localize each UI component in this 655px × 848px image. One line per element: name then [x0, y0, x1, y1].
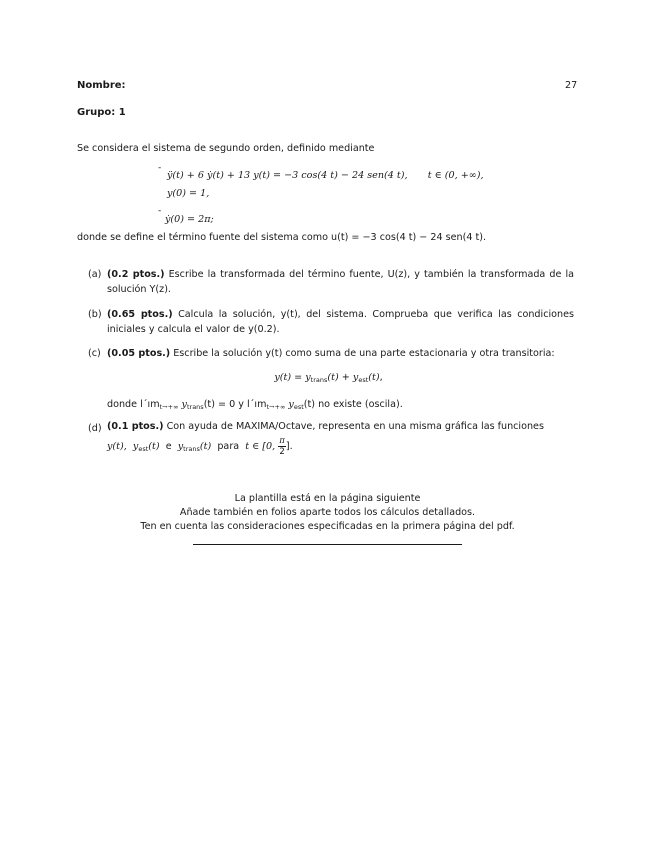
item-b: [107, 307, 574, 337]
footer-note-1: La plantilla está en la página siguiente: [234, 493, 421, 504]
system-brace-mark-lower: -: [158, 206, 162, 216]
limits-text-4: (t) no existe (oscila).: [303, 399, 403, 410]
system-brace-mark: -: [158, 163, 162, 173]
item-a-label: (a): [88, 269, 102, 280]
group-label: Grupo: 1: [77, 107, 126, 118]
pi-over-two: [278, 436, 286, 457]
item-c: [107, 346, 574, 361]
footer-note-2: Añade también en folios aparte todos los cálculos detallados.: [179, 507, 476, 518]
name-label: Nombre:: [77, 80, 126, 91]
decomp-equals: =: [294, 372, 303, 383]
item-a: [107, 267, 574, 297]
frac-den: 2: [279, 446, 285, 457]
footer-note-3: Ten en cuenta las consideraciones especificadas en la primera página del pdf.: [140, 521, 515, 532]
item-d-points: (0.1 ptos.): [107, 421, 164, 432]
plot-functions-line: y(t), $y_{est}(t)$ e $y_{trans}(t)$ para t ∈ [0, $\frac{\pi}{2}$ ].: [107, 435, 293, 457]
intro-text: Se considera el sistema de segundo orden, definido mediante: [77, 143, 375, 154]
decomp-est-sub: est: [358, 376, 369, 384]
item-c-label: (c): [88, 348, 101, 359]
item-d: [107, 421, 544, 432]
frac-num: π: [279, 435, 285, 446]
limits-text-3: (t) = 0 y l´ım: [203, 399, 267, 410]
decomp-trans-sub: trans: [310, 376, 328, 384]
plot-fn-est-sub: est: [138, 445, 149, 453]
item-b-points: (0.65 ptos.): [107, 309, 173, 320]
plot-fn-1: y(t),: [107, 441, 127, 452]
item-a-text: Escribe la transformada del término fuente, U(z), y también la transformada de la solución Y(z).: [107, 269, 574, 295]
plot-fn-4: (t): [199, 441, 212, 452]
decomposition-equation: $y(t) = y_{trans}(t) + y_{est}(t)$,: [274, 372, 383, 384]
limit-sub-2: t→+∞: [266, 403, 286, 411]
ode-domain: t ∈ (0, +∞),: [427, 170, 484, 181]
interval-end: ].: [285, 441, 293, 452]
item-a-points: (0.2 ptos.): [107, 269, 165, 280]
plot-fn-3: e: [165, 441, 172, 452]
plot-fn-2: (t): [148, 441, 160, 452]
source-term-text: donde se define el término fuente del sistema como u(t) = −3 cos(4 t) − 24 sen(4 t).: [77, 232, 487, 243]
item-d-text: Con ayuda de MAXIMA/Octave, representa en una misma gráfica las funciones: [166, 421, 544, 432]
initial-value: y(0) = 1,: [167, 188, 210, 199]
ode-equation: ÿ(t) + 6 ẏ(t) + 13 y(t) = −3 cos(4 t) − 24 sen(4 t),: [167, 170, 408, 181]
item-c-text: Escribe la solución y(t) como suma de una parte estacionaria y otra transitoria:: [173, 348, 555, 359]
plot-fn-trans-sub: trans: [183, 445, 200, 453]
item-b-text: Calcula la solución, y(t), del sistema. Comprueba que verifica las condiciones iniciales y calcula el valor de y(0.2).: [107, 309, 574, 335]
decomp-lhs: y(t): [274, 372, 292, 383]
limits-text-2: y: [181, 399, 187, 410]
item-d-label: (d): [88, 423, 102, 434]
system-equation: [167, 170, 484, 181]
item-b-label: (b): [88, 309, 102, 320]
plot-fn-5: para: [217, 441, 240, 452]
initial-derivative: ẏ(0) = 2π;: [165, 214, 214, 225]
limit-est-sub: est: [293, 403, 304, 411]
footer-divider: [193, 544, 462, 545]
item-c-points: (0.05 ptos.): [107, 348, 171, 359]
limits-text-1: donde l´ım: [107, 399, 160, 410]
limits-line: donde $l´ım_{t\to+\infty}$ $y_{trans}(t) = 0$ y $l´ım_{t\to+\infty}$ $y_{est}(t)$ no existe (oscila).: [107, 399, 403, 411]
limit-trans-sub: trans: [186, 403, 204, 411]
page-number: 27: [565, 80, 578, 91]
decomp-plus: +: [341, 372, 350, 383]
limit-sub-1: t→+∞: [159, 403, 179, 411]
interval-start: t ∈ [0,: [245, 441, 276, 452]
